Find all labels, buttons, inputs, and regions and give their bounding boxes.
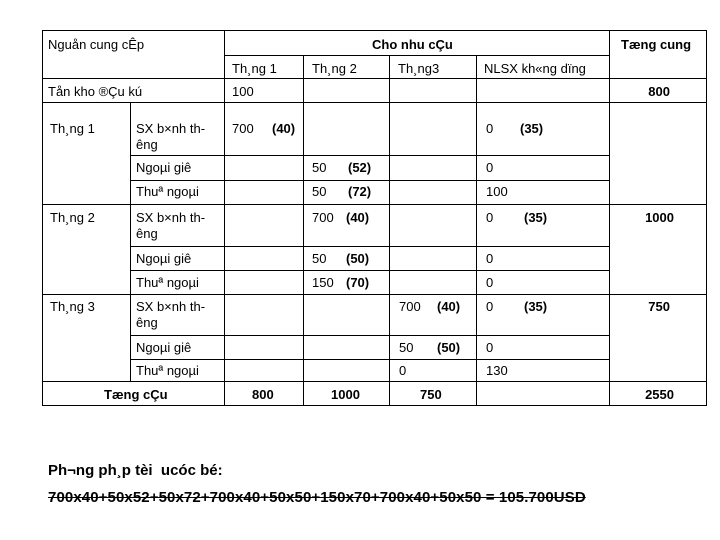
row-type-label: Thuª ngoµi: [136, 363, 199, 378]
grid-line: [130, 180, 609, 181]
grid-line: [42, 204, 707, 205]
method-caption: Ph¬ng ph¸p tèi ucóc bé:: [48, 462, 223, 479]
grid-line: [389, 55, 390, 405]
grid-line: [42, 30, 43, 405]
grid-line: [130, 155, 609, 156]
column-header: Th¸ng 2: [312, 61, 357, 76]
cell-value: 700: [399, 299, 421, 314]
row-type-label: Thuª ngoµi: [136, 184, 199, 199]
cell-value: 50: [399, 340, 414, 355]
cell-cost: (52): [348, 160, 372, 175]
demand-header: Cho nhu cÇu: [372, 37, 453, 52]
initial-row-label: Tån kho ®Çu kú: [48, 84, 143, 99]
cell-value: 150: [312, 275, 334, 290]
cell-cost: (40): [437, 299, 461, 314]
cell-cost: (72): [348, 184, 372, 199]
row-type-label: Ngoµi giê: [136, 340, 192, 355]
cell-cost: (35): [524, 299, 548, 314]
grid-line: [224, 30, 225, 405]
grid-line: [303, 55, 304, 405]
supply-value: 1000: [645, 210, 674, 225]
cell-value: 0: [486, 121, 494, 136]
corner-label: Nguån cung cÊp: [48, 37, 145, 52]
total-value: 800: [252, 387, 274, 402]
month-label: Th¸ng 1: [50, 121, 95, 136]
grid-line: [476, 55, 477, 405]
cell-value: 700: [312, 210, 334, 225]
grid-line: [130, 246, 609, 247]
grid-line: [609, 30, 610, 405]
total-value: 750: [420, 387, 442, 402]
grid-line: [130, 102, 131, 381]
supply-value: 800: [648, 84, 670, 99]
cell-value: 0: [486, 275, 494, 290]
month-label: Th¸ng 3: [50, 299, 95, 314]
cell-value: 130: [486, 363, 508, 378]
cell-value: 700: [232, 121, 254, 136]
cell-cost: (50): [346, 251, 370, 266]
cell-value: 50: [312, 184, 327, 199]
row-type-label: Ngoµi giê: [136, 251, 192, 266]
cell-value: 0: [486, 299, 494, 314]
column-header: NLSX kh«ng dïng: [484, 61, 586, 76]
grid-line: [130, 270, 609, 271]
grid-line: [130, 359, 609, 360]
cell-value: 0: [486, 251, 494, 266]
cell-value: 50: [312, 251, 327, 266]
grid-line: [130, 335, 609, 336]
cell-value: 0: [486, 160, 494, 175]
supply-value: 750: [648, 299, 670, 314]
total-row-label: Tæng cÇu: [104, 387, 168, 402]
month-label: Th¸ng 2: [50, 210, 95, 225]
row-type-label: Thuª ngoµi: [136, 275, 199, 290]
grid-line: [42, 102, 707, 103]
supply-header: Tæng cung: [621, 37, 692, 52]
row-type-label: Ngoµi giê: [136, 160, 192, 175]
row-type-label: SX b×nh thêng: [136, 210, 206, 241]
cell-value: 100: [232, 84, 254, 99]
cell-cost: (35): [524, 210, 548, 225]
cell-cost: (40): [272, 121, 296, 136]
column-header: Th¸ng3: [398, 61, 440, 76]
grid-line: [706, 30, 707, 405]
cell-cost: (35): [520, 121, 544, 136]
cell-cost: (40): [346, 210, 370, 225]
cell-value: 0: [399, 363, 407, 378]
row-type-label: SX b×nh thêng: [136, 299, 206, 330]
grid-line: [42, 294, 707, 295]
cell-cost: (70): [346, 275, 370, 290]
grid-line: [42, 78, 707, 79]
cell-value: 50: [312, 160, 327, 175]
grand-total: 2550: [645, 387, 674, 402]
grid-line: [42, 30, 707, 31]
cell-value: 0: [486, 210, 494, 225]
total-value: 1000: [331, 387, 360, 402]
cost-formula: 700x40+50x52+50x72+700x40+50x50+150x70+700x40+50x50 = 105.700USD: [48, 489, 586, 506]
cell-cost: (50): [437, 340, 461, 355]
column-header: Th¸ng 1: [232, 61, 277, 76]
cell-value: 100: [486, 184, 508, 199]
grid-line: [224, 55, 609, 56]
grid-line: [42, 381, 707, 382]
row-type-label: SX b×nh thêng: [136, 121, 206, 152]
cell-value: 0: [486, 340, 494, 355]
grid-line: [42, 405, 707, 406]
